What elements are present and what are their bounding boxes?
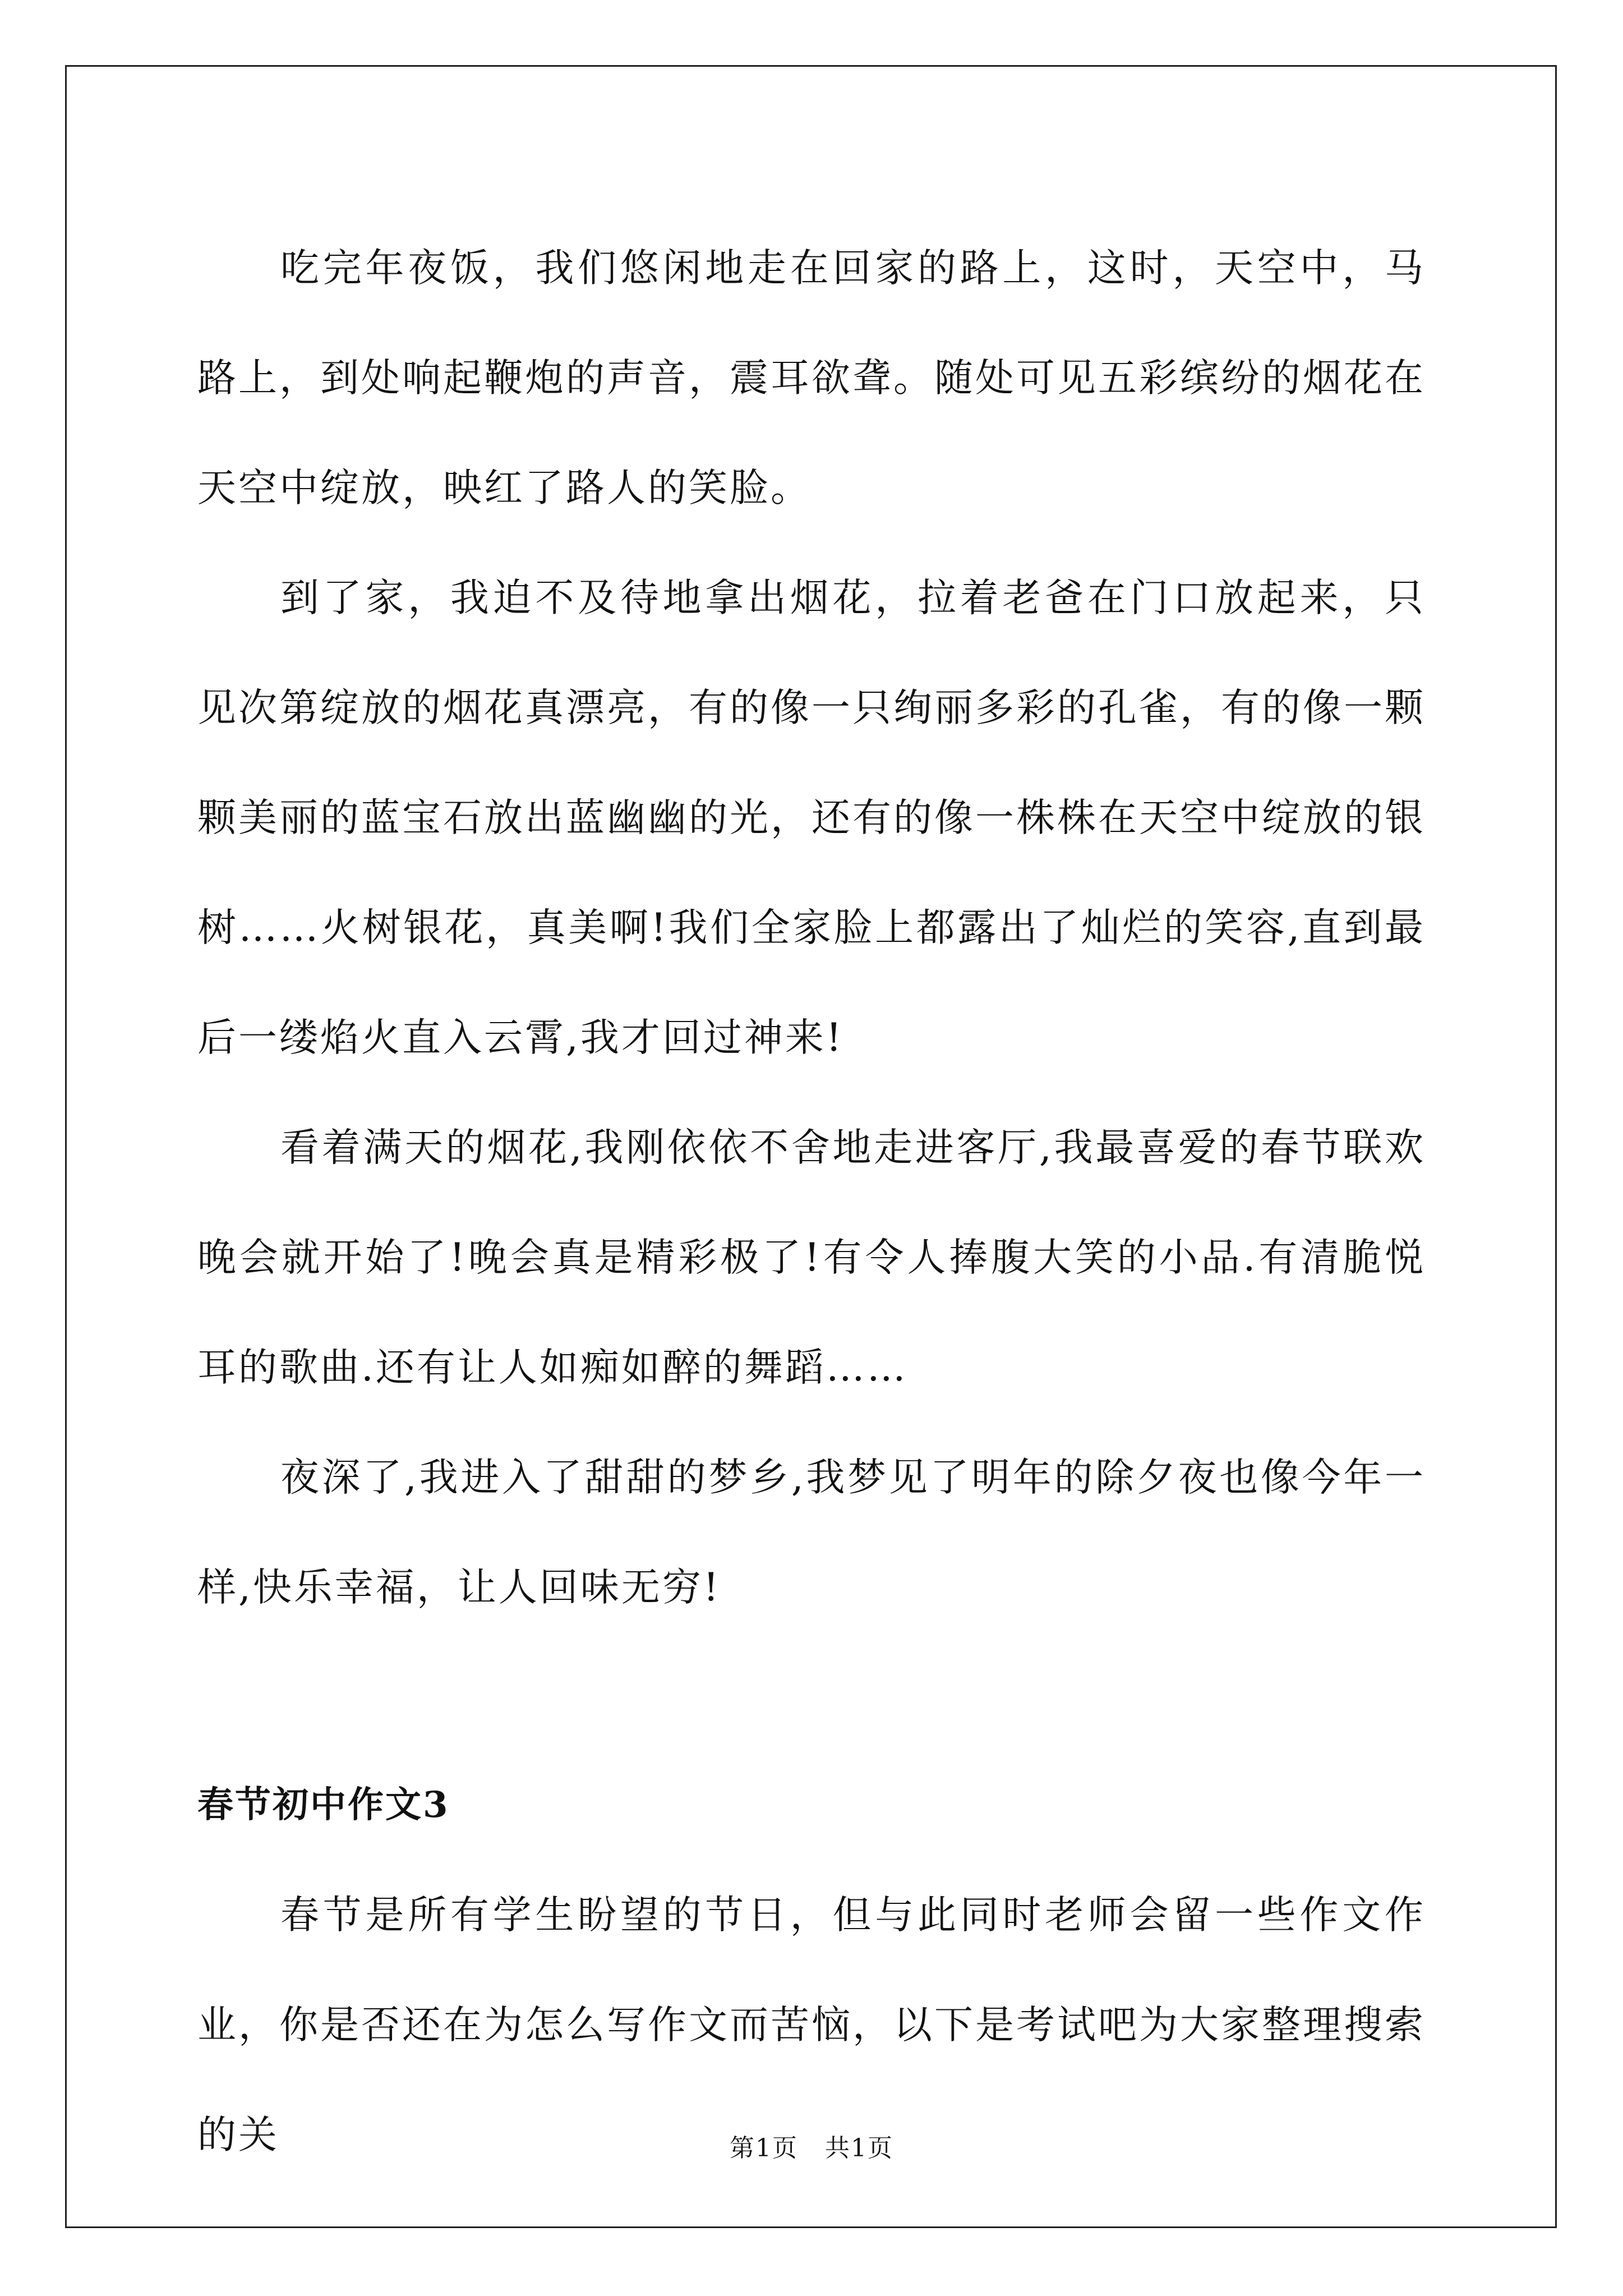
page-footer xyxy=(0,2132,1623,2165)
document-body xyxy=(197,213,1426,2190)
section-heading: 春节初中作文3 xyxy=(197,1784,450,1826)
paragraph-1: 吃完年夜饭，我们悠闲地走在回家的路上，这时，天空中，马路上，到处响起鞭炮的声音，震耳欲聋。随处可见五彩缤纷的烟花在天空中绽放，映红了路人的笑脸。 xyxy=(197,246,1426,510)
paragraph-4: 夜深了,我进入了甜甜的梦乡,我梦见了明年的除夕夜也像今年一样,快乐幸福，让人回味无穷! xyxy=(197,1455,1426,1610)
page-number-current: 第1页 xyxy=(730,2134,798,2162)
paragraph-3: 看着满天的烟花,我刚依依不舍地走进客厅,我最喜爱的春节联欢晚会就开始了!晚会真是精彩极了!有令人捧腹大笑的小品.有清脆悦耳的歌曲.还有让人如痴如醉的舞蹈…… xyxy=(197,1125,1426,1390)
page-number-total: 共1页 xyxy=(825,2134,893,2162)
paragraph-5: 春节是所有学生盼望的节日，但与此同时老师会留一些作文作业，你是否还在为怎么写作文而苦恼，以下是考试吧为大家整理搜索的关 xyxy=(197,1893,1426,2157)
paragraph-2: 到了家，我迫不及待地拿出烟花，拉着老爸在门口放起来，只见次第绽放的烟花真漂亮，有的像一只绚丽多彩的孔雀，有的像一颗颗美丽的蓝宝石放出蓝幽幽的光，还有的像一株株在天空中绽放的银树……火树银花，真美啊!我们全家脸上都露出了灿烂的笑容,直到最后一缕焰火直入云霄,我才回过神来! xyxy=(197,576,1426,1060)
